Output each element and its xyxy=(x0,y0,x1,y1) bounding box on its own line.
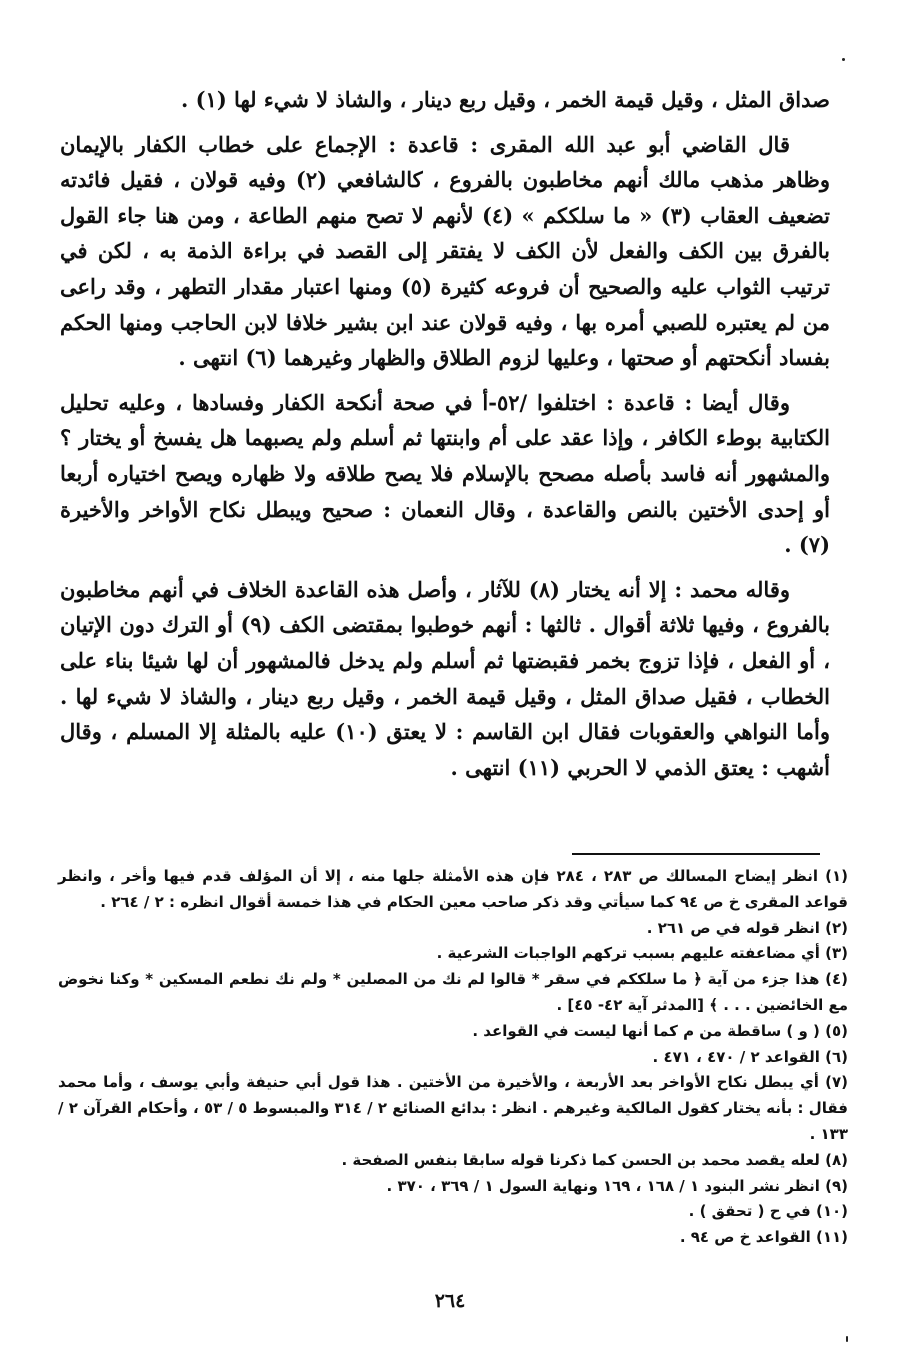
paragraph-3: وقال أيضا : قاعدة : اختلفوا /٥٢-أ في صحة أنكحة الكفار وفسادها ، وعليه تحليل الكتابية بوطء الكافر ، وإذا عقد على أم وابنتها ثم أسلم ولم يصبهما هل يفسخ أو يختار ؟ والمشهور أنه فاسد بأصله مصحح بالإسلام فلا يصح طلاقه ولا ظهاره ويصح اختياره أربعا أو إحدى الأختين بالنص والقاعدة ، وقال النعمان : صحيح ويبطل نكاح الأواخر والأخيرة (٧) . xyxy=(60,389,830,558)
footnote-4: (٤) هذا جزء من آية ﴿ ما سلككم في سقر * قالوا لم نك من المصلين * ولم نك نطعم المسكين * وكنا نخوض مع الخائضين . . . ﴾ [المدثر آية ٤٢- ٤٥] . xyxy=(58,970,848,1014)
paragraph-1: صداق المثل ، وقيل قيمة الخمر ، وقيل ربع دينار ، والشاذ لا شيء لها (١) . xyxy=(180,87,830,112)
footnote-10: (١٠) في ح ( تحقق ) . xyxy=(688,1202,848,1221)
footnote-separator xyxy=(572,853,820,855)
footnote-11: (١١) القواعد خ ص ٩٤ . xyxy=(679,1228,848,1247)
paragraph-2: قال القاضي أبو عبد الله المقرى : قاعدة : الإجماع على خطاب الكفار بالإيمان وظاهر مذهب مالك أنهم مخاطبون بالفروع ، كالشافعي (٢) وفيه قولان ، فقيل فائدته تضعيف العقاب (٣) « ما سلككم » (٤) لأنهم لا تصح منهم الطاعة ، ومن هنا جاء القول بالفرق بين الكف والفعل لأن الكف لا يفتقر إلى القصد في براءة الذمة به ، لكن في ترتيب الثواب عليه والصحيح أن فروعه كثيرة (٥) ومنها اعتبار مقدار التطهر ، وقد راعى من لم يعتبره للصبي أمره بها ، وفيه قولان عند ابن بشير خلافا لابن الحاجب ومنها الحكم بفساد أنكحتهم أو صحتها ، وعليها لزوم الطلاق والظهار وغيرهما (٦) انتهى . xyxy=(60,131,831,371)
footnotes xyxy=(58,864,848,1251)
page-number: ٢٦٤ xyxy=(434,1290,466,1312)
footnote-1: (١) انظر إيضاح المسالك ص ٢٨٣ ، ٢٨٤ فإن هذه الأمثلة جلها منه ، إلا أن المؤلف قدم فيها وأخر ، وانظر قواعد المقرى خ ص ٩٤ كما سيأتي وقد ذكر صاحب معين الحكام في هذا خمسة أقوال انظره : ٢ / ٢٦٤ . xyxy=(58,867,848,911)
scan-speck xyxy=(846,1336,848,1342)
footnote-9: (٩) انظر نشر البنود ١ / ١٦٨ ، ١٦٩ ونهاية السول ١ / ٣٦٩ ، ٣٧٠ . xyxy=(386,1176,848,1195)
main-text xyxy=(60,82,830,794)
footnote-5: (٥) ( و ) ساقطة من م كما أنها ليست في القواعد . xyxy=(472,1021,848,1040)
footnote-2: (٢) انظر قوله في ص ٢٦١ . xyxy=(646,918,848,937)
footnote-6: (٦) القواعد ٢ / ٤٧٠ ، ٤٧١ . xyxy=(652,1047,848,1066)
scan-speck xyxy=(842,58,845,61)
paragraph-4: وقاله محمد : إلا أنه يختار (٨) للآثار ، وأصل هذه القاعدة الخلاف في أنهم مخاطبون بالفروع ، وفيها ثلاثة أقوال . ثالثها : أنهم خوطبوا بمقتضى الكف (٩) أو الترك دون الإتيان ، أو الفعل ، فإذا تزوج بخمر فقبضتها ثم أسلم ولم يدخل فالمشهور أن لها شيئا بناء على الخطاب ، فقيل صداق المثل ، وقيل قيمة الخمر ، وقيل ربع دينار ، والشاذ لا شيء لها . وأما النواهي والعقوبات فقال ابن القاسم : لا يعتق (١٠) عليه بالمثلة إلا المسلم ، وقال أشهب : يعتق الذمي لا الحربي (١١) انتهى . xyxy=(60,576,831,780)
footnote-7: (٧) أي يبطل نكاح الأواخر بعد الأربعة ، والأخيرة من الأختين . هذا قول أبي حنيفة وأبي يوسف ، وأما محمد فقال : بأنه يختار كقول المالكية وغيرهم . انظر : بدائع الصنائع ٢ / ٣١٤ والمبسوط ٥ / ٥٣ ، وأحكام القرآن ٢ / ١٣٣ . xyxy=(58,1073,848,1143)
footnote-3: (٣) أي مضاعفته عليهم بسبب تركهم الواجبات الشرعية . xyxy=(436,944,848,963)
footnote-8: (٨) لعله يقصد محمد بن الحسن كما ذكرنا قوله سابقا بنفس الصفحة . xyxy=(341,1150,848,1169)
